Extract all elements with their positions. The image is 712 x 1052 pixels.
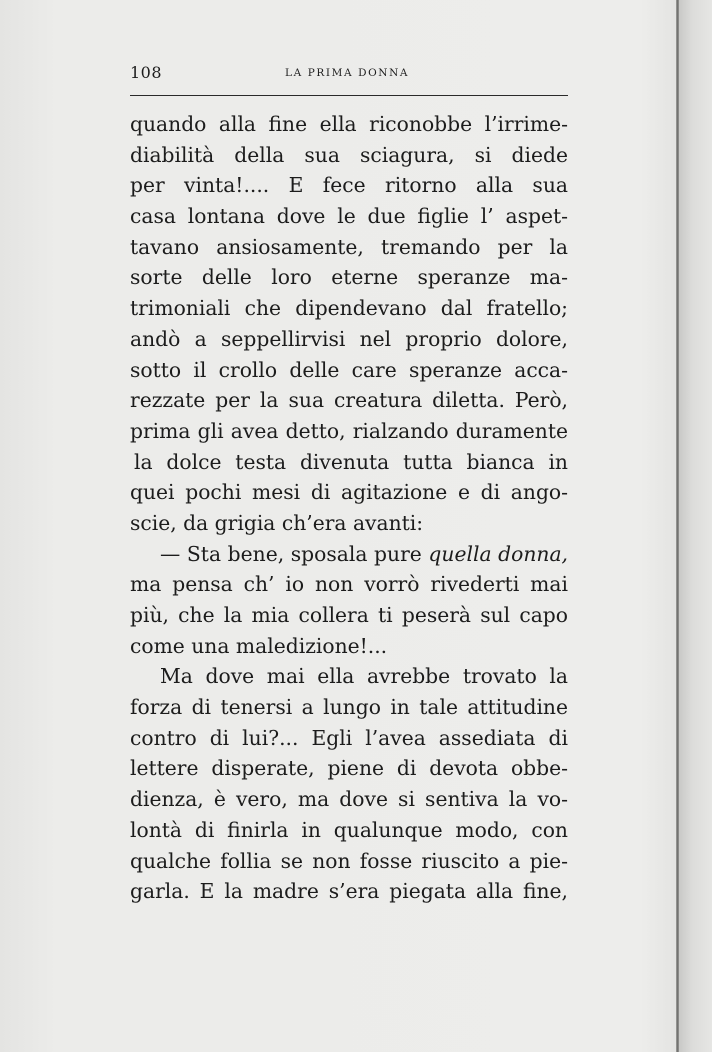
text-line: lettere disperate, piene di devota obbe- [130,756,568,781]
text-line: forza di tenersi a lungo in tale attitudine [130,695,568,720]
text-line: diabilità della sua sciagura, si diede [130,142,568,167]
text-line: quei pochi mesi di agitazione e di ango- [130,480,568,505]
text-line: più, che la mia collera ti peserà sul capo [130,603,568,627]
text-line: sotto il crollo delle care speranze acca- [130,357,568,382]
running-title: LA PRIMA DONNA [285,67,410,79]
text-line: scie, da grigia ch’era avanti: [130,510,424,535]
text-line: sorte delle loro eterne speranze ma- [130,265,568,290]
page-number: 108 [130,63,163,82]
dialogue-text: — Sta bene, sposala pure [160,541,422,566]
header-rule [130,95,568,96]
text-line: qualche follia se non fosse riuscito a pie- [130,848,568,873]
text-line: trimoniali che dipendevano dal fratello; [130,296,568,321]
text-line: lontà di finirla in qualunque modo, con [130,817,568,842]
text-line: andò a seppellirvisi nel proprio dolore, [130,326,568,351]
paragraph-first-line: Ma dove mai ella avrebbe trovato la [160,664,568,689]
body-text [130,109,568,907]
text-line: come una maledizione!... [130,633,388,658]
text-line: rezzate per la sua creatura diletta. Però, [130,388,568,413]
dialogue-line [130,539,568,570]
text-line: dienza, è vero, ma dove si sentiva la vo- [130,787,568,812]
text-line: prima gli avea detto, rialzando duramente [130,418,568,443]
page-header [130,63,568,87]
text-line: quando alla fine ella riconobbe l’irrime- [130,112,568,136]
text-line: ma pensa ch’ io non vorrò rivederti mai [130,572,568,597]
page-edge-shadow [679,0,712,1052]
text-line: garla. E la madre s’era piegata alla fine, [130,879,568,904]
text-line: contro di lui?... Egli l’avea assediata di [130,725,568,750]
text-line: per vinta!.... E fece ritorno alla sua [130,173,568,198]
dialogue-italic-text: quella donna, [428,541,569,566]
text-line: tavano ansiosamente, tremando per la [130,234,568,259]
text-line: la dolce testa divenuta tutta bianca in [134,449,568,474]
text-line: casa lontana dove le due figlie l’ aspet- [130,204,568,229]
